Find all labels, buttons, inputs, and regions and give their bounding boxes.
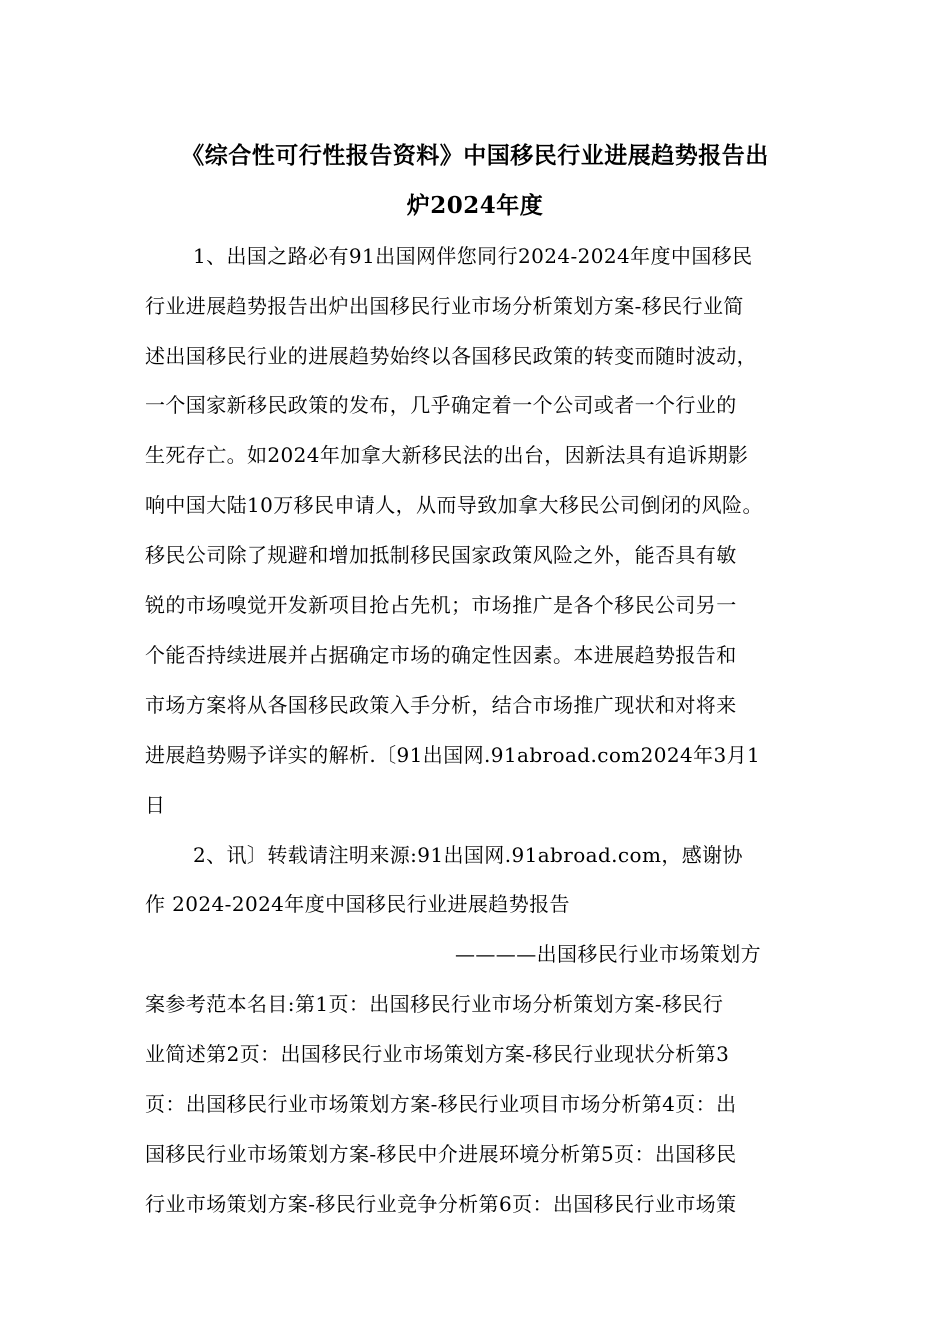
body-line: 国移民行业市场策划方案-移民中介进展环境分析第5页：出国移民 (145, 1142, 737, 1166)
body-line: 页：出国移民行业市场策划方案-移民行业项目市场分析第4页：出 (145, 1092, 737, 1116)
body-line: 案参考范本名目:第1页：出国移民行业市场分析策划方案-移民行 (145, 992, 724, 1016)
body-line: 2、讯〕转载请注明来源:91出国网.91abroad.com，感谢协 (193, 843, 743, 867)
body-line: 1、出国之路必有91出国网伴您同行2024-2024年度中国移民 (193, 244, 753, 268)
body-line: 移民公司除了规避和增加抵制移民国家政策风险之外，能否具有敏 (145, 543, 737, 567)
body-line: 日 (145, 793, 166, 817)
body-line: 业简述第2页：出国移民行业市场策划方案-移民行业现状分析第3 (145, 1042, 730, 1066)
body-line: 进展趋势赐予详实的解析.〔91出国网.91abroad.com2024年3月1 (145, 743, 761, 767)
body-line: 个能否持续进展并占据确定市场的确定性因素。本进展趋势报告和 (145, 643, 737, 667)
body-line: ————出国移民行业市场策划方 (455, 942, 761, 966)
document-title-line-2: 炉2024年度 (406, 192, 544, 219)
body-line: 响中国大陆10万移民申请人，从而导致加拿大移民公司倒闭的风险。 (145, 493, 763, 517)
body-line: 锐的市场嗅觉开发新项目抢占先机；市场推广是各个移民公司另一 (145, 593, 737, 617)
body-line: 市场方案将从各国移民政策入手分析，结合市场推广现状和对将来 (145, 693, 737, 717)
body-line: 作 2024-2024年度中国移民行业进展趋势报告 (145, 892, 570, 916)
body-line: 生死存亡。如2024年加拿大新移民法的出台，因新法具有追诉期影 (145, 443, 749, 467)
body-line: 一个国家新移民政策的发布，几乎确定着一个公司或者一个行业的 (145, 393, 737, 417)
document-title-line-1: 《综合性可行性报告资料》中国移民行业进展趋势报告出 (181, 142, 769, 169)
body-line: 行业进展趋势报告出炉出国移民行业市场分析策划方案-移民行业简 (145, 294, 744, 318)
body-line: 行业市场策划方案-移民行业竞争分析第6页：出国移民行业市场策 (145, 1192, 737, 1216)
body-line: 述出国移民行业的进展趋势始终以各国移民政策的转变而随时波动， (145, 344, 757, 368)
